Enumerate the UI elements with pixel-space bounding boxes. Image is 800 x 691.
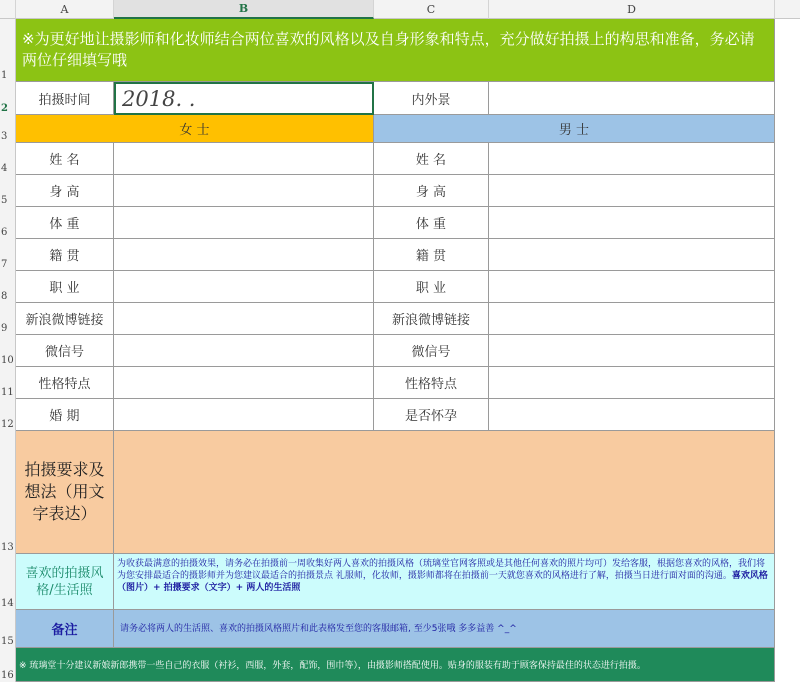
scene-label[interactable]: 内外景 bbox=[374, 82, 489, 115]
remark-note[interactable]: 请务必将两人的生活照、喜欢的拍摄风格照片和此表格发至您的客服邮箱, 至少5张哦 多多益善 ^_^ bbox=[114, 610, 775, 648]
select-all-corner[interactable] bbox=[0, 0, 16, 19]
female-height-input[interactable] bbox=[114, 175, 374, 207]
column-header-c[interactable]: C bbox=[374, 0, 489, 19]
style-note-text: 为收获最满意的拍摄效果，请务必在拍摄前一周收集好两人喜欢的拍摄风格（琉璃堂官网客照或是其他任何喜欢的照片均可）发给客服，根据您喜欢的风格，我们将为您安排最适合的摄影师并为您建议最适合的拍摄景点 礼服师，化妆师，摄影师都将在拍摄前一天就您喜欢的风格进行了解，拍摄当日进行面对面的沟通。 bbox=[117, 559, 766, 581]
scene-input[interactable] bbox=[489, 82, 775, 115]
column-header-d[interactable]: D bbox=[489, 0, 775, 19]
male-personality-label[interactable]: 性格特点 bbox=[374, 367, 489, 399]
instructions-banner[interactable]: ※为更好地让摄影师和化妆师结合两位喜欢的风格以及自身形象和特点，充分做好拍摄上的构思和准备，务必请两位仔细填写哦 bbox=[16, 19, 775, 82]
male-hometown-input[interactable] bbox=[489, 239, 775, 271]
male-height-input[interactable] bbox=[489, 175, 775, 207]
row-header[interactable]: 13 bbox=[0, 431, 16, 554]
male-job-input[interactable] bbox=[489, 271, 775, 303]
male-wechat-label[interactable]: 微信号 bbox=[374, 335, 489, 367]
row-header[interactable]: 11 bbox=[0, 367, 16, 399]
wedding-date-input[interactable] bbox=[114, 399, 374, 431]
female-job-input[interactable] bbox=[114, 271, 374, 303]
row-header[interactable]: 5 bbox=[0, 175, 16, 207]
row-header[interactable]: 4 bbox=[0, 143, 16, 175]
female-name-input[interactable] bbox=[114, 143, 374, 175]
female-wechat-input[interactable] bbox=[114, 335, 374, 367]
pregnant-input[interactable] bbox=[489, 399, 775, 431]
row-header[interactable]: 14 bbox=[0, 554, 16, 610]
style-note[interactable] bbox=[114, 554, 775, 610]
row-header[interactable]: 15 bbox=[0, 610, 16, 648]
male-weight-label[interactable]: 体 重 bbox=[374, 207, 489, 239]
male-name-label[interactable]: 姓 名 bbox=[374, 143, 489, 175]
male-name-input[interactable] bbox=[489, 143, 775, 175]
requirements-input[interactable] bbox=[114, 431, 775, 554]
female-hometown-label[interactable]: 籍 贯 bbox=[16, 239, 114, 271]
style-note-emphasis: 喜欢风格（图片）+ 拍摄要求（文字）+ 两人的生活照 bbox=[117, 571, 768, 593]
column-header-b[interactable]: B bbox=[114, 0, 374, 19]
row-header[interactable]: 8 bbox=[0, 271, 16, 303]
female-hometown-input[interactable] bbox=[114, 239, 374, 271]
pregnant-label[interactable]: 是否怀孕 bbox=[374, 399, 489, 431]
female-job-label[interactable]: 职 业 bbox=[16, 271, 114, 303]
male-wechat-input[interactable] bbox=[489, 335, 775, 367]
wedding-date-label[interactable]: 婚 期 bbox=[16, 399, 114, 431]
style-label[interactable]: 喜欢的拍摄风格/生活照 bbox=[16, 554, 114, 610]
female-personality-label[interactable]: 性格特点 bbox=[16, 367, 114, 399]
female-weight-label[interactable]: 体 重 bbox=[16, 207, 114, 239]
row-header[interactable]: 7 bbox=[0, 239, 16, 271]
male-section-header[interactable]: 男 士 bbox=[374, 115, 775, 143]
requirements-label[interactable]: 拍摄要求及想法（用文字表达） bbox=[16, 431, 114, 554]
column-header-e[interactable] bbox=[775, 0, 800, 19]
male-hometown-label[interactable]: 籍 贯 bbox=[374, 239, 489, 271]
male-weibo-input[interactable] bbox=[489, 303, 775, 335]
shoot-time-label[interactable]: 拍摄时间 bbox=[16, 82, 114, 115]
male-personality-input[interactable] bbox=[489, 367, 775, 399]
remark-label[interactable]: 备注 bbox=[16, 610, 114, 648]
female-weight-input[interactable] bbox=[114, 207, 374, 239]
female-section-header[interactable]: 女 士 bbox=[16, 115, 374, 143]
column-header-a[interactable]: A bbox=[16, 0, 114, 19]
male-job-label[interactable]: 职 业 bbox=[374, 271, 489, 303]
female-personality-input[interactable] bbox=[114, 367, 374, 399]
female-weibo-input[interactable] bbox=[114, 303, 374, 335]
female-wechat-label[interactable]: 微信号 bbox=[16, 335, 114, 367]
female-weibo-label[interactable]: 新浪微博链接 bbox=[16, 303, 114, 335]
row-header[interactable]: 1 bbox=[0, 19, 16, 82]
row-header[interactable]: 10 bbox=[0, 335, 16, 367]
row-header[interactable]: 6 bbox=[0, 207, 16, 239]
row-header[interactable]: 3 bbox=[0, 115, 16, 143]
row-header[interactable]: 9 bbox=[0, 303, 16, 335]
row-header[interactable]: 12 bbox=[0, 399, 16, 431]
row-header[interactable]: 16 bbox=[0, 648, 16, 682]
row-header[interactable]: 2 bbox=[0, 82, 16, 115]
female-height-label[interactable]: 身 高 bbox=[16, 175, 114, 207]
male-weight-input[interactable] bbox=[489, 207, 775, 239]
male-weibo-label[interactable]: 新浪微博链接 bbox=[374, 303, 489, 335]
footer-note[interactable]: ※ 琉璃堂十分建议新娘新郎携带一些自己的衣服（衬衫，西服，外套，配饰，围巾等），由摄影师搭配使用。贴身的服装有助于顾客保持最佳的状态进行拍摄。 bbox=[16, 648, 775, 682]
male-height-label[interactable]: 身 高 bbox=[374, 175, 489, 207]
female-name-label[interactable]: 姓 名 bbox=[16, 143, 114, 175]
shoot-time-input[interactable]: 2018. . bbox=[114, 82, 374, 115]
